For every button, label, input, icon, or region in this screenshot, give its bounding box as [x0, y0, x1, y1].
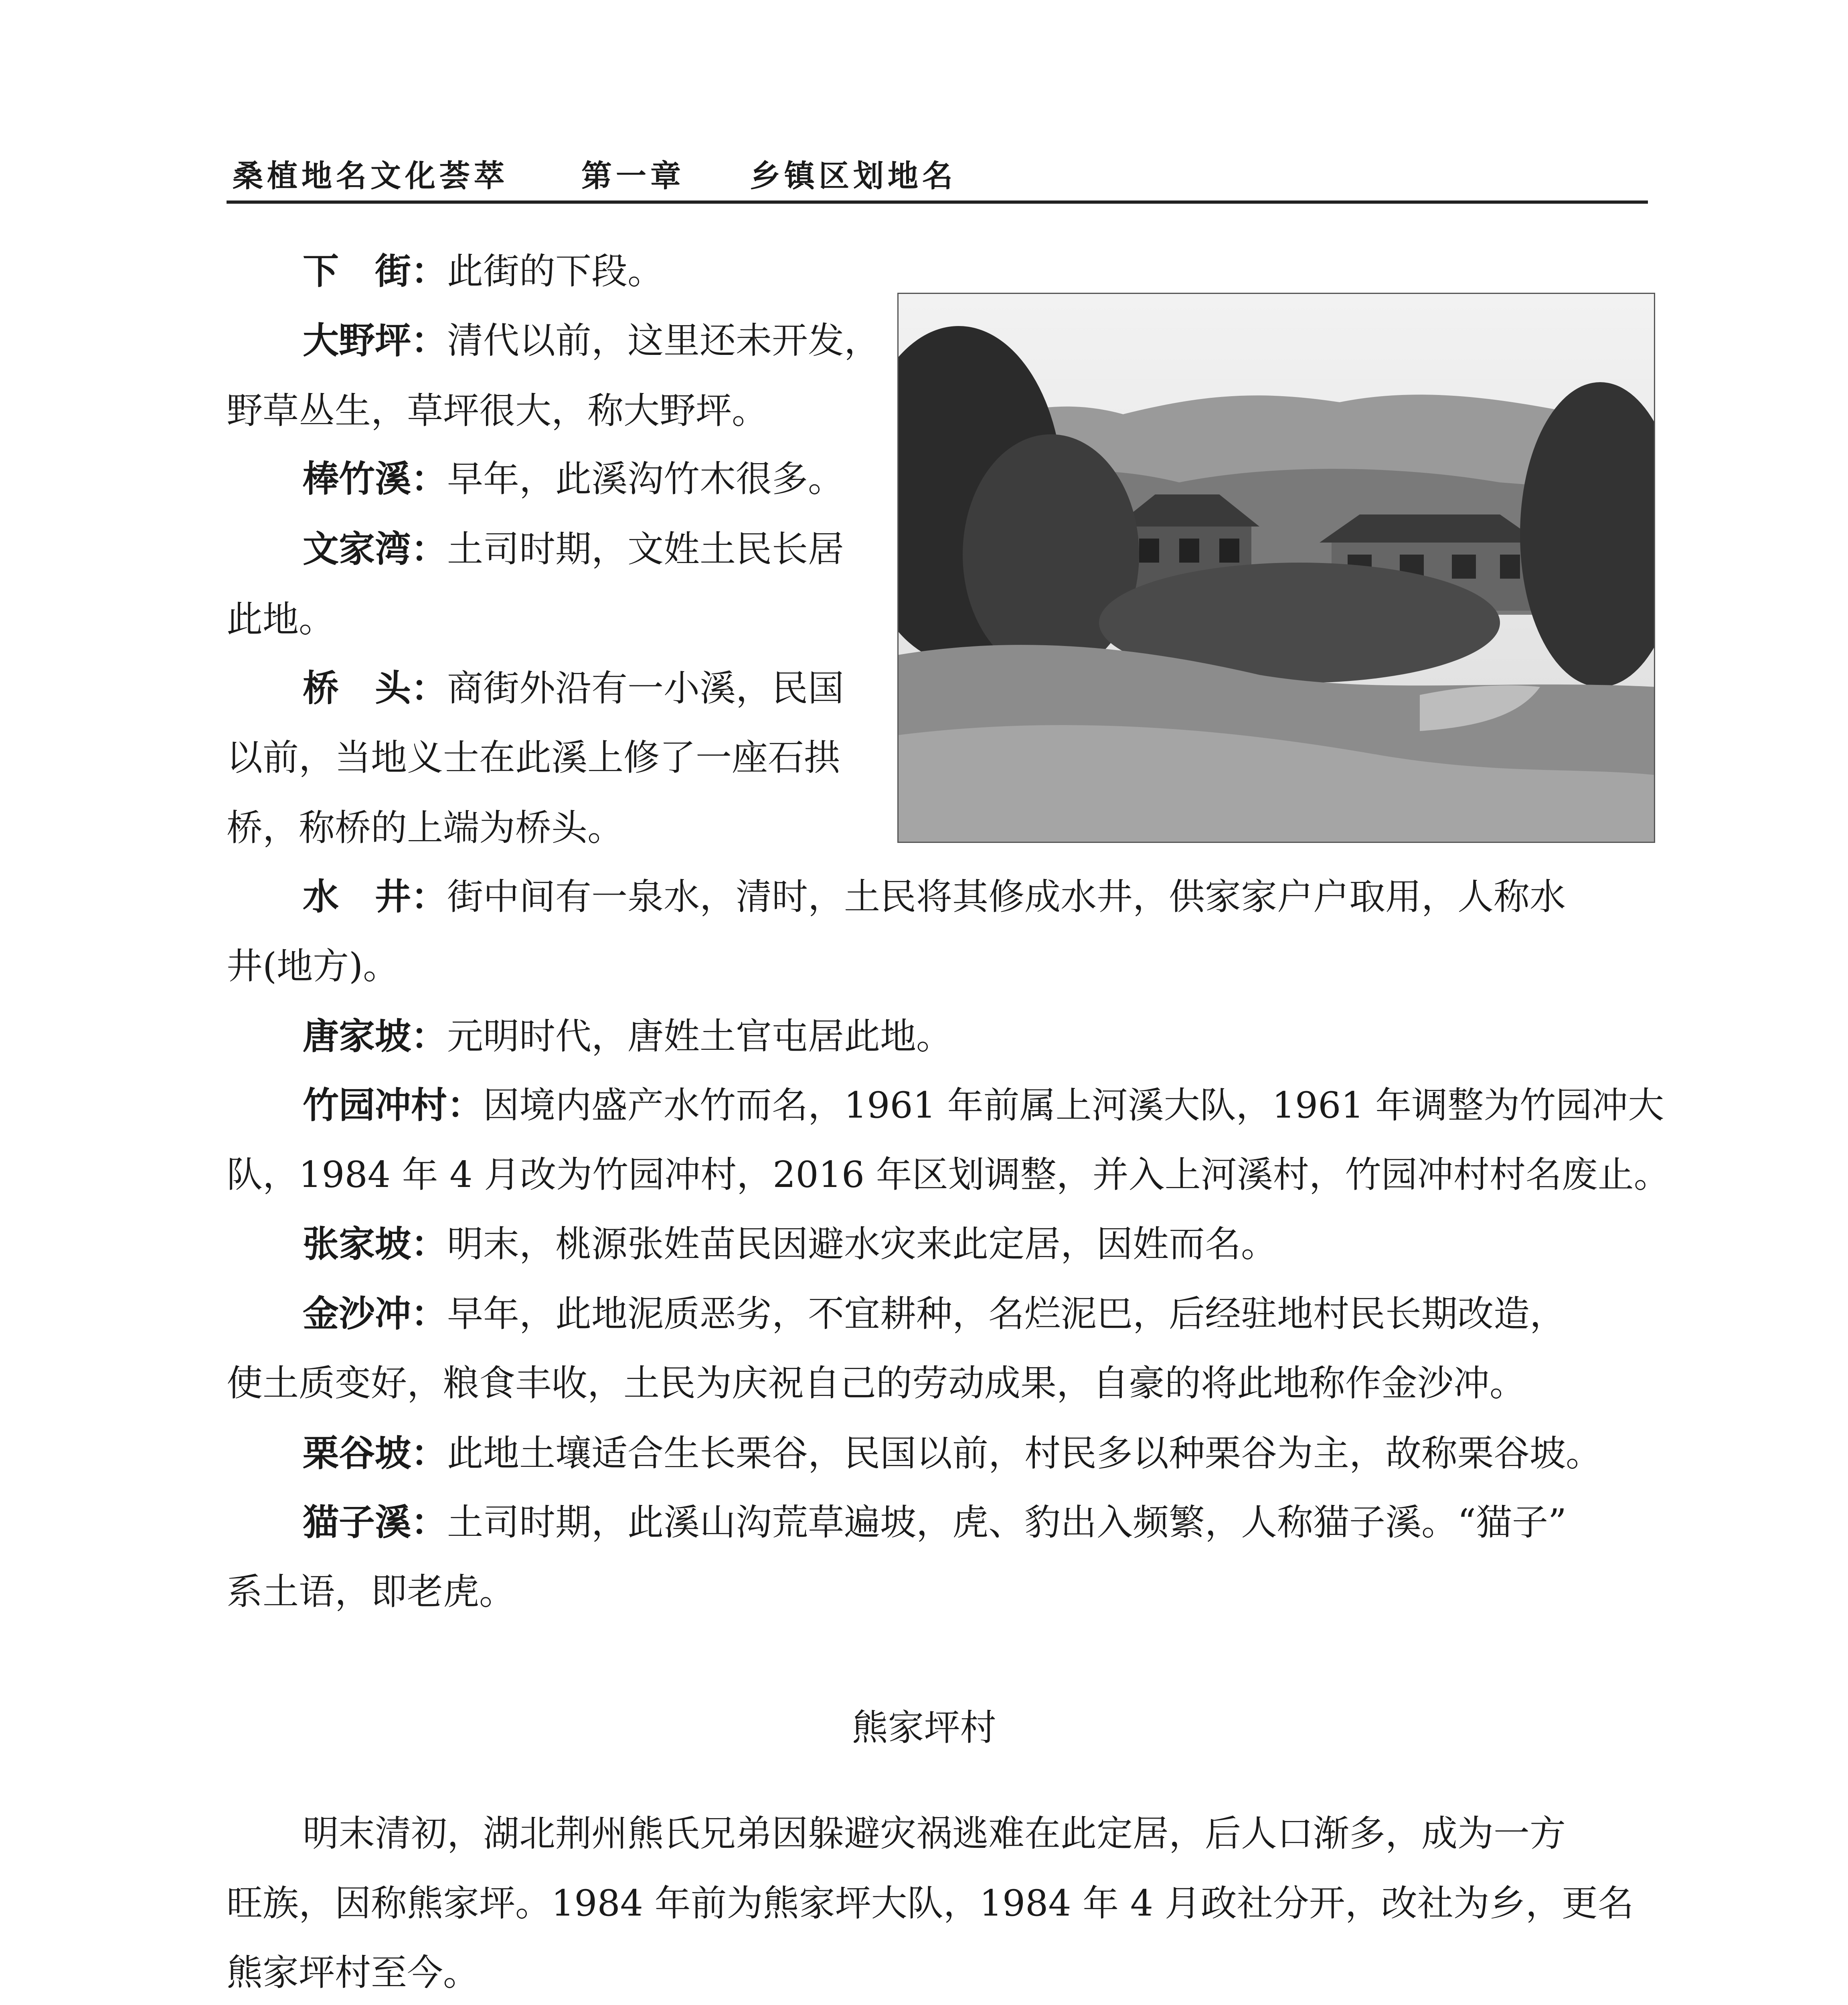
entry-line: 系土语，即老虎。 — [227, 1571, 515, 1613]
entry-qiaotou — [303, 667, 844, 709]
header-rule — [227, 200, 1648, 204]
entry-text: 土司时期，此溪山沟荒草遍坡，虎、豹出入频繁，人称猫子溪。“猫子” — [447, 1501, 1567, 1543]
entry-term: 棒竹溪： — [303, 458, 447, 500]
entry-text: 此地土壤适合生长栗谷，民国以前，村民多以种栗谷为主，故称栗谷坡。 — [447, 1432, 1602, 1474]
entry-line: 桥，称桥的上端为桥头。 — [227, 807, 623, 849]
entry-term: 文家湾： — [303, 528, 447, 570]
entry-term: 张家坡： — [303, 1223, 447, 1265]
entry-term: 大野坪： — [303, 320, 447, 362]
intro-line: 旺族，因称熊家坪。1984 年前为熊家坪大队，1984 年 4 月政社分开，改社为乡，更名 — [227, 1882, 1634, 1924]
book-title: 桑植地名文化荟萃 — [233, 158, 508, 194]
entry-text: 早年，此溪沟竹木很多。 — [447, 458, 844, 500]
entry-text: 土司时期，文姓土民长居 — [447, 528, 844, 570]
entry-text: 明末，桃源张姓苗民因避水灾来此定居，因姓而名。 — [447, 1223, 1277, 1265]
entry-wenjiawan — [303, 528, 844, 570]
entry-line: 此地。 — [227, 598, 335, 640]
entry-line: 井(地方)。 — [227, 945, 399, 987]
entry-term: 下 街： — [303, 250, 447, 292]
entry-liguopo — [303, 1432, 1602, 1474]
entry-text: 街中间有一泉水，清时，土民将其修成水井，供家家户户取用，人称水 — [447, 876, 1566, 918]
entry-text: 清代以前，这里还未开发， — [447, 320, 880, 362]
village-heading: 熊家坪村 — [852, 1707, 996, 1749]
running-header — [233, 148, 1636, 200]
entry-jinshachong — [303, 1293, 1566, 1335]
entry-xiajie — [303, 250, 664, 292]
entry-line: 使土质变好，粮食丰收，土民为庆祝自己的劳动成果，自豪的将此地称作金沙冲。 — [227, 1362, 1526, 1404]
entry-text: 因境内盛产水竹而名，1961 年前属上河溪大队，1961 年调整为竹园冲大 — [483, 1084, 1664, 1126]
entry-term: 水 井： — [303, 876, 447, 918]
entry-bangzhuxi — [303, 458, 844, 500]
entry-term: 猫子溪： — [303, 1501, 447, 1543]
village-photo — [897, 293, 1655, 843]
entry-zhuyuanchongcun — [303, 1084, 1664, 1126]
entry-line: 以前，当地义士在此溪上修了一座石拱 — [227, 737, 840, 779]
entry-term: 唐家坡： — [303, 1015, 447, 1057]
chapter-title: 第一章 — [581, 158, 685, 194]
entry-text: 此街的下段。 — [447, 250, 664, 292]
entry-term: 金沙冲： — [303, 1293, 447, 1335]
entry-term: 桥 头： — [303, 667, 447, 709]
entry-text: 商街外沿有一小溪，民国 — [447, 667, 844, 709]
entry-term: 竹园冲村： — [303, 1084, 483, 1126]
entry-text: 早年，此地泥质恶劣，不宜耕种，名烂泥巴，后经驻地村民长期改造， — [447, 1293, 1566, 1335]
entry-maozixi — [303, 1501, 1567, 1543]
entry-tangjiapo — [303, 1015, 952, 1057]
entry-zhangjiapo — [303, 1223, 1277, 1265]
entry-line: 野草丛生，草坪很大，称大野坪。 — [227, 390, 768, 432]
entry-term: 栗谷坡： — [303, 1432, 447, 1474]
entry-dayeping — [303, 320, 880, 362]
intro-line: 明末清初，湖北荆州熊氏兄弟因躲避灾祸逃难在此定居，后人口渐多，成为一方 — [303, 1813, 1566, 1855]
entry-text: 元明时代，唐姓土官屯居此地。 — [447, 1015, 952, 1057]
intro-line: 熊家坪村至今。 — [227, 1952, 479, 1994]
entry-line: 队，1984 年 4 月改为竹园冲村，2016 年区划调整，并入上河溪村，竹园冲村村名废止。 — [227, 1154, 1670, 1196]
entry-shuijing — [303, 876, 1566, 918]
section-title: 乡镇区划地名 — [750, 158, 957, 194]
